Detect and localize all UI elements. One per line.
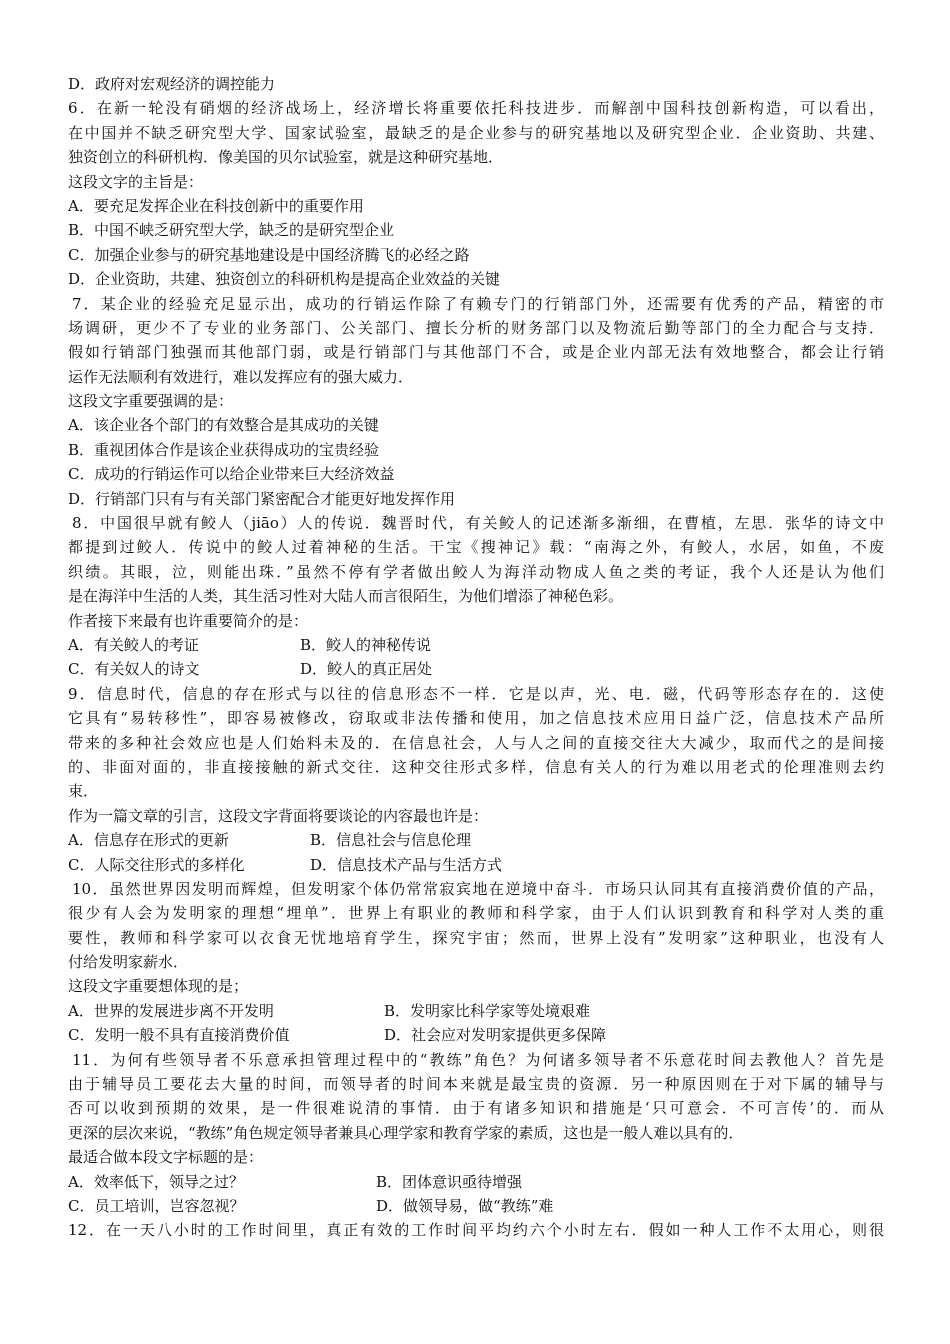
question-11-line: 11．为何有些领导者不乐意承担管理过程中的“教练”角色？为何诸多领导者不乐意花时间去教他人？首先是 <box>72 1050 884 1069</box>
question-10-option-a: A．世界的发展进步离不开发明 <box>68 1001 274 1020</box>
question-6-line: 6．在新一轮没有硝烟的经济战场上，经济增长将重要依托科技进步．而解剖中国科技创新构造，可以看出， <box>68 99 884 118</box>
question-11-options-row <box>68 1194 884 1218</box>
question-8-line: 是在海洋中生活的人类，其生活习性对大陆人而言很陌生，为他们增添了神秘色彩。 <box>68 587 624 606</box>
question-12 <box>68 1218 884 1242</box>
question-10-option-b: B．发明家比科学家等处境艰难 <box>384 1001 591 1020</box>
question-8-options-row <box>68 657 884 681</box>
question-8-option-a: A．有关鲛人的考证 <box>68 635 199 654</box>
question-11-line: 更深的层次来说，“教练”角色规定领导者兼具心理学家和教育学家的素质，这也是一般人难以具有的． <box>68 1123 744 1142</box>
question-11-option-b: B．团体意识亟待增强 <box>376 1172 523 1191</box>
document-page <box>68 72 884 1243</box>
question-9-options-row <box>68 853 884 877</box>
question-10-line: 很少有人会为发明家的理想“埋单”．世界上有职业的教师和科学家，由于人们认识到教育和科学对人类的重 <box>68 904 884 923</box>
question-9 <box>68 682 884 877</box>
question-10-line: 10．虽然世界因发明而辉煌，但发明家个体仍常常寂宾地在逆境中奋斗．市场只认同其有直接消费价值的产品， <box>72 879 884 898</box>
question-9-option-d: D．信息技术产品与生活方式 <box>310 855 503 874</box>
question-10-options-row <box>68 1023 884 1047</box>
question-8-line: 都提到过鲛人．传说中的鲛人过着神秘的生活。干宝《搜神记》载：“南海之外，有鲛人，水居，如鱼，不废 <box>68 538 884 557</box>
question-11-option-c: C．员工培训，岂容忽视？ <box>68 1196 245 1215</box>
question-9-option-c: C．人际交往形式的多样化 <box>68 855 245 874</box>
question-11-option-a: A．效率低下，领导之过？ <box>68 1172 244 1191</box>
question-10 <box>68 877 884 1048</box>
question-12-line: 12．在一天八小时的工作时间里，真正有效的工作时间平均约六个小时左右．假如一种人工作不太用心，则很 <box>68 1221 884 1240</box>
question-6-option-b: B．中国不峡乏研究型大学，缺乏的是研究型企业 <box>68 221 395 240</box>
question-8-option-c: C．有关奴人的诗文 <box>68 660 200 679</box>
question-6-line: 独资创立的科研机构．像美国的贝尔试验室，就是这种研究基地． <box>68 148 504 167</box>
question-7-option-a: A．该企业各个部门的有效整合是其成功的关键 <box>68 416 379 435</box>
question-9-option-a: A．信息存在形式的更新 <box>68 831 229 850</box>
question-6-line: 在中国并不缺乏研究型大学、国家试验室，最缺乏的是企业参与的研究基地以及研究型企业．企业资助、共建、 <box>68 123 884 142</box>
question-10-options-row <box>68 999 884 1023</box>
question-7-line: 假如行销部门独强而其他部门弱，或是行销部门与其他部门不合，或是企业内部无法有效地整合，都会让行销 <box>68 343 884 362</box>
question-7-line: 7．某企业的经验充足显示出，成功的行销运作除了有赖专门的行销部门外，还需要有优秀的产品，精密的市 <box>72 294 884 313</box>
question-7-option-b: B．重视团体合作是该企业获得成功的宝贵经验 <box>68 440 380 459</box>
question-9-line: 的、非面对面的，非直接接触的新式交往．这种交往形式多样，信息有关人的行为难以用老式的伦理准则去约 <box>68 757 884 776</box>
question-7-line: 场调研，更少不了专业的业务部门、公关部门、擅长分析的财务部门以及物流后勤等部门的全力配合与支持． <box>68 318 884 337</box>
question-8 <box>68 511 884 682</box>
question-8-options-row <box>68 633 884 657</box>
question-9-option-b: B．信息社会与信息伦理 <box>310 831 472 850</box>
question-7-line: 运作无法顺利有效进行，难以发挥应有的强大威力． <box>68 367 414 386</box>
question-9-prompt: 作为一篇文章的引言，这段文字背面将要谈论的内容最也许是： <box>68 806 489 825</box>
question-9-line: 带来的多种社会效应也是人们始料未及的．在信息社会，人与人之间的直接交往大大减少，取而代之的是间接 <box>68 733 884 752</box>
question-6-prompt: 这段文字的主旨是： <box>68 172 204 191</box>
q5-option-d: D．政府对宏观经济的调控能力 <box>68 75 276 93</box>
question-11-options-row <box>68 1170 884 1194</box>
question-11-line: 否可以收到预期的效果，是一件很难说清的事情．由于有诸多知识和措施是‘只可意会．不可言传’的．而从 <box>68 1099 884 1118</box>
question-9-line: 9．信息时代，信息的存在形式与以往的信息形态不一样．它是以声，光、电．磁，代码等形态存在的．这使 <box>68 684 884 703</box>
question-6-option-c: C．加强企业参与的研究基地建设是中国经济腾飞的必经之路 <box>68 245 470 264</box>
question-7 <box>68 292 884 512</box>
question-11-option-d: D．做领导易，做“教练”难 <box>376 1196 554 1215</box>
question-10-option-c: C．发明一般不具有直接消费价值 <box>68 1026 290 1045</box>
question-8-line: 织绩。其眼，泣，则能出珠．”虽然不停有学者做出鲛人为海洋动物成人鱼之类的考证，我个人还是认为他们 <box>68 562 884 581</box>
question-8-option-b: B．鲛人的神秘传说 <box>300 635 432 654</box>
question-11 <box>68 1048 884 1219</box>
question-10-line: 付给发明家薪水． <box>68 953 189 972</box>
question-8-prompt: 作者接下来最有也许重要简介的是： <box>68 611 309 630</box>
question-7-option-d: D．行销部门只有与有关部门紧密配合才能更好地发挥作用 <box>68 489 456 508</box>
question-10-option-d: D．社会应对发明家提供更多保障 <box>384 1026 607 1045</box>
question-9-line: 束． <box>68 782 99 801</box>
question-10-line: 要性，教师和科学家可以衣食无忧地培育学生，探究宇宙；然而，世界上没有”发明家”这种职业，也没有人 <box>68 928 884 947</box>
question-11-line: 由于辅导员工要花去大量的时间，而领导者的时间本来就是最宝贵的资源．另一种原因则在于对下属的辅导与 <box>68 1075 884 1094</box>
question-8-option-d: D．鲛人的真正居处 <box>300 660 433 679</box>
question-9-line: 它具有“易转移性”，即容易被修改，窃取或非法传播和使用，加之信息技术应用日益广泛，信息技术产品所 <box>68 709 884 728</box>
question-11-prompt: 最适合做本段文字标题的是： <box>68 1148 264 1167</box>
question-6-option-d: D．企业资助，共建、独资创立的科研机构是提高企业效益的关键 <box>68 270 501 289</box>
question-7-prompt: 这段文字重要强调的是： <box>68 392 234 411</box>
question-7-option-c: C．成功的行销运作可以给企业带来巨大经济效益 <box>68 465 395 484</box>
question-9-options-row <box>68 828 884 852</box>
question-6 <box>68 96 884 291</box>
question-6-option-a: A．要充足发挥企业在科技创新中的重要作用 <box>68 196 364 215</box>
question-10-prompt: 这段文字重要想体现的是； <box>68 977 249 996</box>
question-8-line: 8．中国很早就有鲛人（jiāo）人的传说．魏晋时代，有关鲛人的记述渐多渐细，在曹植，左思．张华的诗文中 <box>72 514 884 533</box>
